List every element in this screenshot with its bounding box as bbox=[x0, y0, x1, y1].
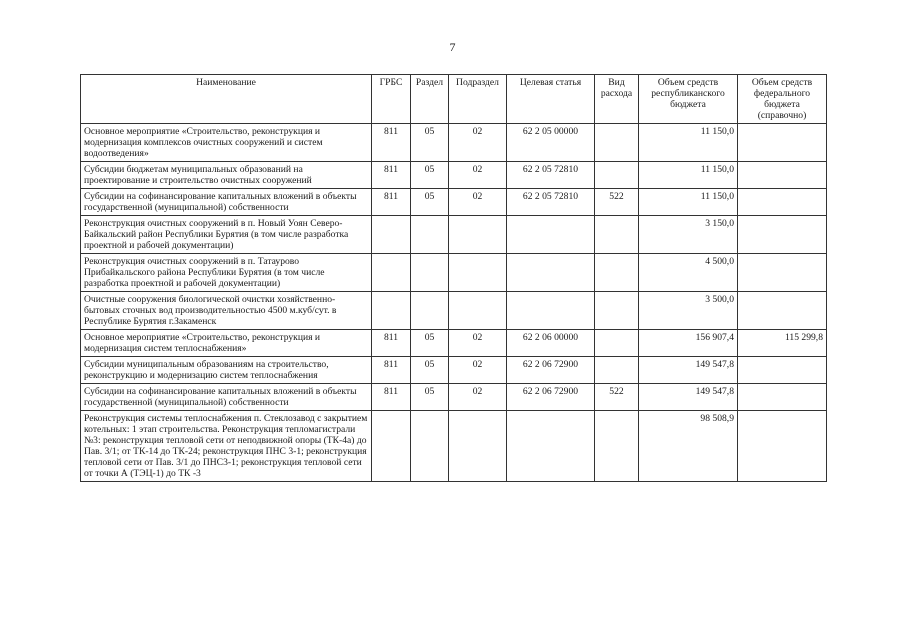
cell-podrazdel bbox=[449, 216, 507, 254]
cell-rb: 98 508,9 bbox=[639, 411, 738, 482]
cell-celevaya: 62 2 06 72900 bbox=[507, 384, 595, 411]
cell-rb: 149 547,8 bbox=[639, 357, 738, 384]
cell-grbs: 811 bbox=[372, 384, 411, 411]
table-row bbox=[81, 124, 827, 162]
page-number: 7 bbox=[449, 40, 456, 54]
header-name: Наименование bbox=[81, 75, 372, 124]
cell-rb: 4 500,0 bbox=[639, 254, 738, 292]
table-row bbox=[81, 189, 827, 216]
cell-podrazdel: 02 bbox=[449, 357, 507, 384]
header-grbs: ГРБС bbox=[372, 75, 411, 124]
cell-grbs: 811 bbox=[372, 330, 411, 357]
table-row bbox=[81, 292, 827, 330]
cell-name: Основное мероприятие «Строительство, реконструкция и модернизация комплексов очистных сооружений и систем водоотведения» bbox=[81, 124, 372, 162]
table-body bbox=[81, 124, 827, 482]
cell-celevaya bbox=[507, 411, 595, 482]
cell-grbs: 811 bbox=[372, 357, 411, 384]
cell-razdel bbox=[411, 292, 449, 330]
cell-podrazdel: 02 bbox=[449, 330, 507, 357]
cell-rb: 3 500,0 bbox=[639, 292, 738, 330]
header-podrazdel: Подраздел bbox=[449, 75, 507, 124]
cell-fb bbox=[738, 384, 827, 411]
cell-celevaya: 62 2 05 72810 bbox=[507, 189, 595, 216]
cell-celevaya: 62 2 06 00000 bbox=[507, 330, 595, 357]
cell-celevaya bbox=[507, 292, 595, 330]
cell-fb bbox=[738, 292, 827, 330]
cell-vid bbox=[595, 411, 639, 482]
cell-razdel: 05 bbox=[411, 357, 449, 384]
cell-fb bbox=[738, 254, 827, 292]
cell-celevaya: 62 2 05 00000 bbox=[507, 124, 595, 162]
cell-fb bbox=[738, 162, 827, 189]
table-row bbox=[81, 411, 827, 482]
cell-fb bbox=[738, 124, 827, 162]
header-fb: Объем средств федерального бюджета (справочно) bbox=[738, 75, 827, 124]
cell-vid: 522 bbox=[595, 189, 639, 216]
cell-vid bbox=[595, 162, 639, 189]
cell-podrazdel bbox=[449, 411, 507, 482]
cell-razdel: 05 bbox=[411, 330, 449, 357]
cell-name: Субсидии на софинансирование капитальных вложений в объекты государственной (муниципальной) собственности bbox=[81, 189, 372, 216]
cell-rb: 11 150,0 bbox=[639, 189, 738, 216]
table-row bbox=[81, 162, 827, 189]
cell-grbs bbox=[372, 216, 411, 254]
budget-table bbox=[80, 74, 827, 482]
cell-podrazdel: 02 bbox=[449, 189, 507, 216]
cell-razdel bbox=[411, 411, 449, 482]
cell-vid bbox=[595, 254, 639, 292]
table-row bbox=[81, 357, 827, 384]
cell-rb: 11 150,0 bbox=[639, 162, 738, 189]
cell-rb: 156 907,4 bbox=[639, 330, 738, 357]
cell-fb: 115 299,8 bbox=[738, 330, 827, 357]
table-row bbox=[81, 384, 827, 411]
cell-name: Очистные сооружения биологической очистки хозяйственно-бытовых сточных вод производительностью 4500 м.куб/сут. в Республике Бурятия г.Закаменск bbox=[81, 292, 372, 330]
cell-vid bbox=[595, 330, 639, 357]
header-rb: Объем средств республиканского бюджета bbox=[639, 75, 738, 124]
cell-rb: 3 150,0 bbox=[639, 216, 738, 254]
cell-fb bbox=[738, 189, 827, 216]
cell-celevaya bbox=[507, 254, 595, 292]
cell-vid bbox=[595, 292, 639, 330]
cell-grbs: 811 bbox=[372, 124, 411, 162]
cell-name: Основное мероприятие «Строительство, реконструкция и модернизация систем теплоснабжения» bbox=[81, 330, 372, 357]
cell-podrazdel: 02 bbox=[449, 384, 507, 411]
cell-rb: 149 547,8 bbox=[639, 384, 738, 411]
cell-razdel: 05 bbox=[411, 189, 449, 216]
cell-razdel: 05 bbox=[411, 384, 449, 411]
cell-name: Субсидии бюджетам муниципальных образований на проектирование и строительство очистных сооружений bbox=[81, 162, 372, 189]
table-row bbox=[81, 254, 827, 292]
header-celevaya: Целевая статья bbox=[507, 75, 595, 124]
cell-razdel: 05 bbox=[411, 162, 449, 189]
cell-grbs bbox=[372, 254, 411, 292]
cell-celevaya: 62 2 06 72900 bbox=[507, 357, 595, 384]
cell-name: Реконструкция системы теплоснабжения п. Стеклозавод с закрытием котельных: 1 этап строительства. Реконструкция тепломагистрали №3: реконструкция тепловой сети от неподвижной опоры (ТК-4а) до Пав. 3/1; от ТК-14 до ТК-24; реконструкция ПНС 3-1; реконструкция тепловой сети от Пав. 3/1 до ПНС3-1; реконструкция тепловой сети от точки А (ТЭЦ-1) до ТК -3 bbox=[81, 411, 372, 482]
cell-razdel: 05 bbox=[411, 124, 449, 162]
cell-grbs bbox=[372, 411, 411, 482]
cell-podrazdel: 02 bbox=[449, 162, 507, 189]
cell-fb bbox=[738, 411, 827, 482]
cell-rb: 11 150,0 bbox=[639, 124, 738, 162]
cell-podrazdel bbox=[449, 292, 507, 330]
cell-vid bbox=[595, 357, 639, 384]
cell-grbs bbox=[372, 292, 411, 330]
cell-podrazdel bbox=[449, 254, 507, 292]
cell-name: Субсидии муниципальным образованиям на строительство, реконструкцию и модернизацию систем теплоснабжения bbox=[81, 357, 372, 384]
cell-grbs: 811 bbox=[372, 189, 411, 216]
table-row bbox=[81, 330, 827, 357]
cell-name: Реконструкция очистных сооружений в п. Новый Уоян Северо-Байкальский район Республики Бурятия (в том числе разработка проектной и рабочей документации) bbox=[81, 216, 372, 254]
cell-vid bbox=[595, 124, 639, 162]
header-vid: Вид расхода bbox=[595, 75, 639, 124]
cell-razdel bbox=[411, 254, 449, 292]
cell-vid bbox=[595, 216, 639, 254]
cell-podrazdel: 02 bbox=[449, 124, 507, 162]
header-row bbox=[81, 75, 827, 124]
cell-name: Реконструкция очистных сооружений в п. Татаурово Прибайкальского района Республики Бурятия (в том числе разработка проектной и рабочей документации) bbox=[81, 254, 372, 292]
header-razdel: Раздел bbox=[411, 75, 449, 124]
cell-fb bbox=[738, 216, 827, 254]
cell-name: Субсидии на софинансирование капитальных вложений в объекты государственной (муниципальной) собственности bbox=[81, 384, 372, 411]
cell-vid: 522 bbox=[595, 384, 639, 411]
cell-fb bbox=[738, 357, 827, 384]
cell-celevaya: 62 2 05 72810 bbox=[507, 162, 595, 189]
table-row bbox=[81, 216, 827, 254]
cell-celevaya bbox=[507, 216, 595, 254]
cell-grbs: 811 bbox=[372, 162, 411, 189]
cell-razdel bbox=[411, 216, 449, 254]
